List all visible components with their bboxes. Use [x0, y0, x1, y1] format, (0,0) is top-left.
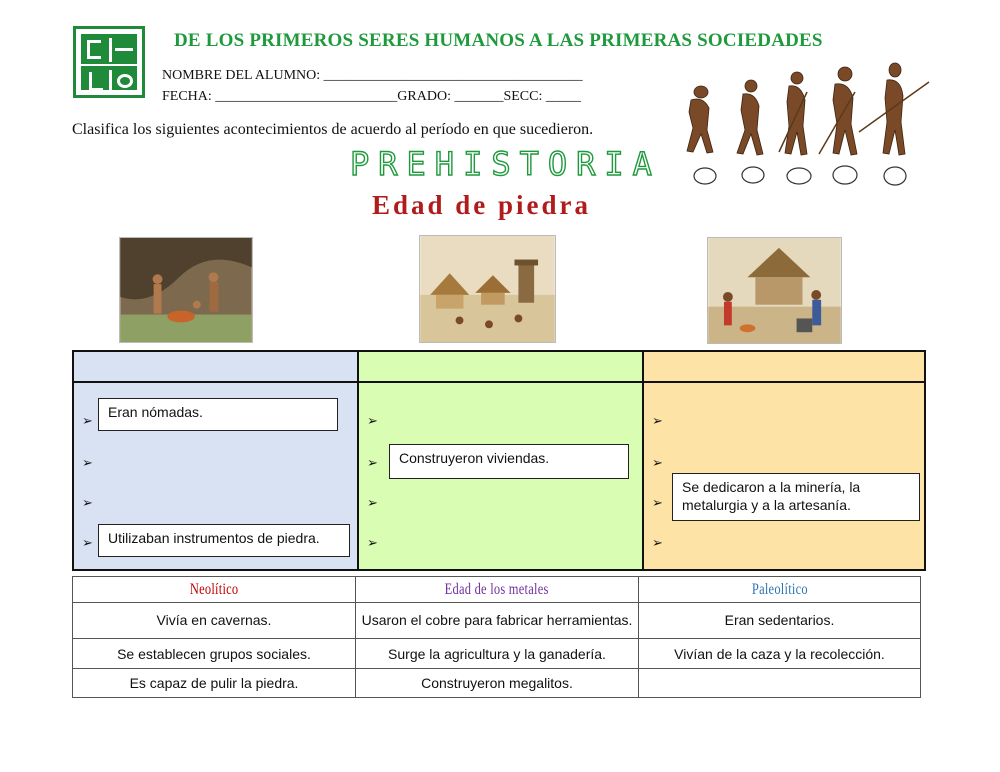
- logo-emblem-icon: [81, 34, 137, 90]
- header-edad-metales[interactable]: Edad de los metales: [356, 577, 639, 603]
- options-table: [72, 576, 921, 698]
- bullet-arrow-icon: ➢: [652, 496, 663, 511]
- option-cell[interactable]: Construyeron megalitos.: [356, 669, 639, 698]
- column-3: [644, 352, 924, 569]
- instruction-text: Clasifica los siguientes acontecimientos de acuerdo al período en que sucedieron.: [72, 121, 594, 138]
- school-logo: [73, 26, 145, 98]
- column-header-drop[interactable]: [359, 352, 642, 383]
- bullet-arrow-icon: ➢: [367, 414, 378, 429]
- bullet-arrow-icon: ➢: [82, 536, 93, 551]
- answer-box[interactable]: Eran nómadas.: [98, 398, 338, 431]
- option-cell[interactable]: Eran sedentarios.: [639, 603, 921, 639]
- date-grade-section-line[interactable]: FECHA: __________________________GRADO: _______SECC: _____: [162, 89, 581, 104]
- bullet-arrow-icon: ➢: [367, 496, 378, 511]
- classification-grid: [72, 350, 926, 571]
- option-cell[interactable]: Es capaz de pulir la piedra.: [73, 669, 356, 698]
- student-name-line[interactable]: NOMBRE DEL ALUMNO: _____________________________________: [162, 68, 583, 83]
- option-cell[interactable]: Se establecen grupos sociales.: [73, 639, 356, 669]
- bullet-arrow-icon: ➢: [367, 536, 378, 551]
- answer-box[interactable]: Se dedicaron a la minería, la metalurgia y a la artesanía.: [672, 473, 920, 521]
- cave-scene-illustration: [119, 237, 253, 343]
- column-1: [74, 352, 359, 569]
- header-paleolitico[interactable]: Paleolítico: [639, 577, 921, 603]
- option-cell[interactable]: Usaron el cobre para fabricar herramientas.: [356, 603, 639, 639]
- bullet-arrow-icon: ➢: [82, 414, 93, 429]
- edad-de-piedra-heading: Edad de piedra: [372, 190, 592, 220]
- metal-age-scene-illustration: [707, 237, 842, 344]
- column-header-drop[interactable]: [74, 352, 357, 383]
- answer-box[interactable]: Construyeron viviendas.: [389, 444, 629, 479]
- answer-box[interactable]: Utilizaban instrumentos de piedra.: [98, 524, 350, 557]
- option-cell[interactable]: Vivían de la caza y la recolección.: [639, 639, 921, 669]
- human-evolution-illustration: [679, 52, 934, 192]
- header-neolitico[interactable]: Neolítico: [73, 577, 356, 603]
- bullet-arrow-icon: ➢: [367, 456, 378, 471]
- bullet-arrow-icon: ➢: [82, 456, 93, 471]
- worksheet-title: DE LOS PRIMEROS SERES HUMANOS A LAS PRIMERAS SOCIEDADES: [174, 30, 823, 51]
- bullet-arrow-icon: ➢: [652, 414, 663, 429]
- option-cell[interactable]: Vivía en cavernas.: [73, 603, 356, 639]
- column-header-drop[interactable]: [644, 352, 924, 383]
- bullet-arrow-icon: ➢: [652, 456, 663, 471]
- bullet-arrow-icon: ➢: [82, 496, 93, 511]
- column-2: [359, 352, 644, 569]
- bullet-arrow-icon: ➢: [652, 536, 663, 551]
- village-scene-illustration: [419, 235, 556, 343]
- prehistoria-heading: PREHISTORIA: [350, 145, 661, 183]
- option-cell[interactable]: [639, 669, 921, 698]
- option-cell[interactable]: Surge la agricultura y la ganadería.: [356, 639, 639, 669]
